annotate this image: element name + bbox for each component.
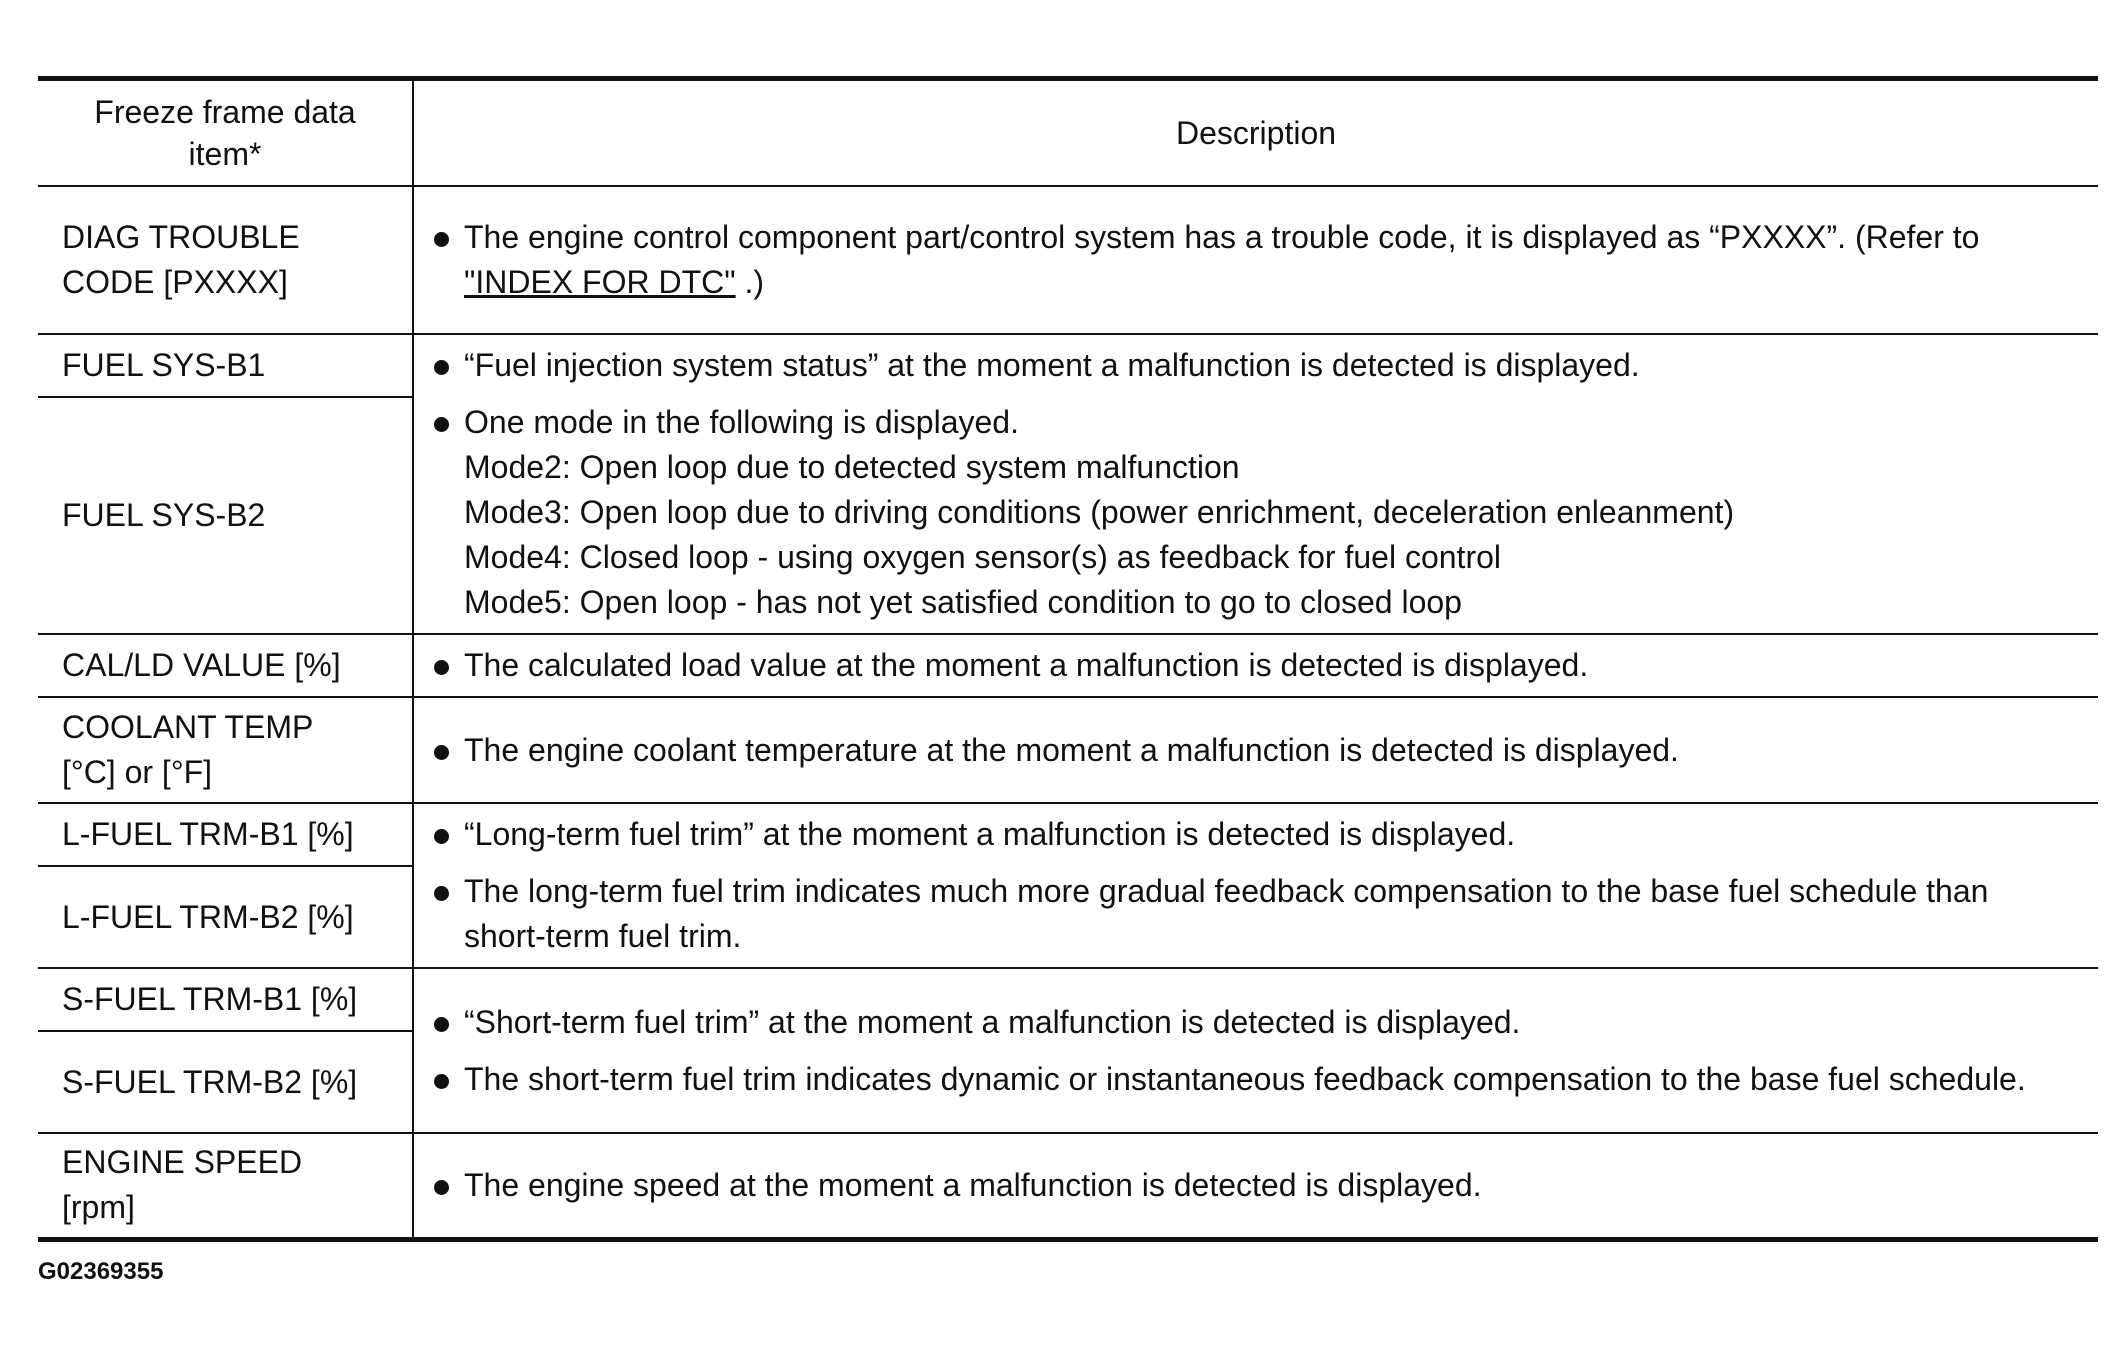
bullet-dot [434, 829, 449, 844]
fuel-sys-line: One mode in the following is displayed. [464, 404, 1019, 440]
bullet-text: “Long-term fuel trim” at the moment a malfunction is detected is displayed. [464, 816, 1516, 852]
bullet-dot [434, 232, 449, 247]
item-engine-speed-label: ENGINE SPEED [rpm] [62, 1144, 303, 1226]
table-header-row [38, 79, 2098, 187]
table-row [38, 186, 2098, 334]
bullet-dot [434, 360, 449, 375]
table-row [38, 968, 2098, 1031]
item-fuel-sys-b1: FUEL SYS-B1 [38, 334, 413, 397]
bullet-text: The engine coolant temperature at the moment a malfunction is detected is displayed. [464, 731, 1679, 768]
index-for-dtc-link[interactable]: "INDEX FOR DTC" [464, 264, 736, 300]
bullet-item [414, 643, 2074, 688]
bullet-dot [434, 660, 449, 675]
item-engine-speed [38, 1133, 413, 1239]
item-coolant-temp [38, 697, 413, 803]
bullet-item [414, 1000, 2074, 1045]
bullet-item [414, 400, 2074, 625]
bullet-dot [434, 886, 449, 901]
bullet-text [464, 215, 2074, 305]
desc-s-fuel-trm [413, 968, 2098, 1133]
bullet-item [414, 343, 2074, 388]
desc-l-fuel-trm [413, 803, 2098, 968]
bullet-item [414, 728, 2074, 773]
bullet-dot [434, 417, 449, 432]
fuel-sys-mode3-line: Mode3: Open loop due to driving conditions (power enrichment, deceleration enleanment) [464, 494, 1735, 530]
bullet-item [414, 812, 2074, 857]
header-description: Description [413, 79, 2098, 187]
bullet-dot [434, 1017, 449, 1032]
bullet-dot [434, 745, 449, 760]
desc-cal-ld-value [413, 634, 2098, 697]
bullet-item [414, 215, 2074, 305]
figure-id: G02369355 [38, 1258, 164, 1285]
table-row [38, 1133, 2098, 1239]
item-fuel-sys-b2: FUEL SYS-B2 [38, 397, 413, 634]
bullet-dot [434, 1074, 449, 1089]
bullet-text: “Fuel injection system status” at the moment a malfunction is detected is displayed. [464, 347, 1640, 383]
item-diag-label: DIAG TROUBLE CODE [PXXXX] [62, 219, 300, 300]
desc-coolant-temp [413, 697, 2098, 803]
desc-diag-trouble-code [413, 186, 2098, 334]
diag-text-pre: The engine control component part/control system has a trouble code, it is displayed as “PXXXX”. (Refer to [464, 219, 1980, 255]
fuel-sys-mode4-line: Mode4: Closed loop - using oxygen sensor(s) as feedback for fuel control [464, 539, 1501, 575]
diag-text-post: .) [735, 264, 765, 300]
item-l-fuel-trm-b1: L-FUEL TRM-B1 [%] [38, 803, 413, 866]
bullet-text: The long-term fuel trim indicates much more gradual feedback compensation to the base fuel schedule than short-term fuel trim. [464, 873, 1989, 954]
bullet-text: “Short-term fuel trim” at the moment a malfunction is detected is displayed. [464, 1003, 1521, 1040]
bullet-dot [434, 1180, 449, 1195]
bullet-text [464, 400, 2074, 625]
table-row [38, 634, 2098, 697]
item-l-fuel-trm-b2: L-FUEL TRM-B2 [%] [38, 866, 413, 968]
bullet-item [414, 1163, 2074, 1208]
header-item-label: Freeze frame data item* [94, 94, 356, 172]
table-row [38, 334, 2098, 397]
item-diag-trouble-code [38, 186, 413, 334]
item-cal-ld-value: CAL/LD VALUE [%] [38, 634, 413, 697]
bullet-item [414, 869, 2074, 959]
item-coolant-label: COOLANT TEMP [°C] or [°F] [62, 709, 313, 790]
bullet-text: The short-term fuel trim indicates dynamic or instantaneous feedback compensation to the base fuel schedule. [464, 1060, 2026, 1097]
bullet-item [414, 1057, 2074, 1102]
bullet-text: The calculated load value at the moment a malfunction is detected is displayed. [464, 647, 1589, 683]
header-item [38, 79, 413, 187]
fuel-sys-mode5-line: Mode5: Open loop - has not yet satisfied condition to go to closed loop [464, 584, 1462, 620]
freeze-frame-table [38, 76, 2098, 1242]
item-s-fuel-trm-b2: S-FUEL TRM-B2 [%] [38, 1031, 413, 1133]
table-row [38, 697, 2098, 803]
table-row [38, 803, 2098, 866]
freeze-frame-table-container [38, 76, 2098, 1242]
desc-engine-speed [413, 1133, 2098, 1239]
desc-fuel-sys [413, 334, 2098, 634]
item-s-fuel-trm-b1: S-FUEL TRM-B1 [%] [38, 968, 413, 1031]
fuel-sys-mode2-line: Mode2: Open loop due to detected system malfunction [464, 449, 1240, 485]
bullet-text: The engine speed at the moment a malfunction is detected is displayed. [464, 1166, 1482, 1203]
